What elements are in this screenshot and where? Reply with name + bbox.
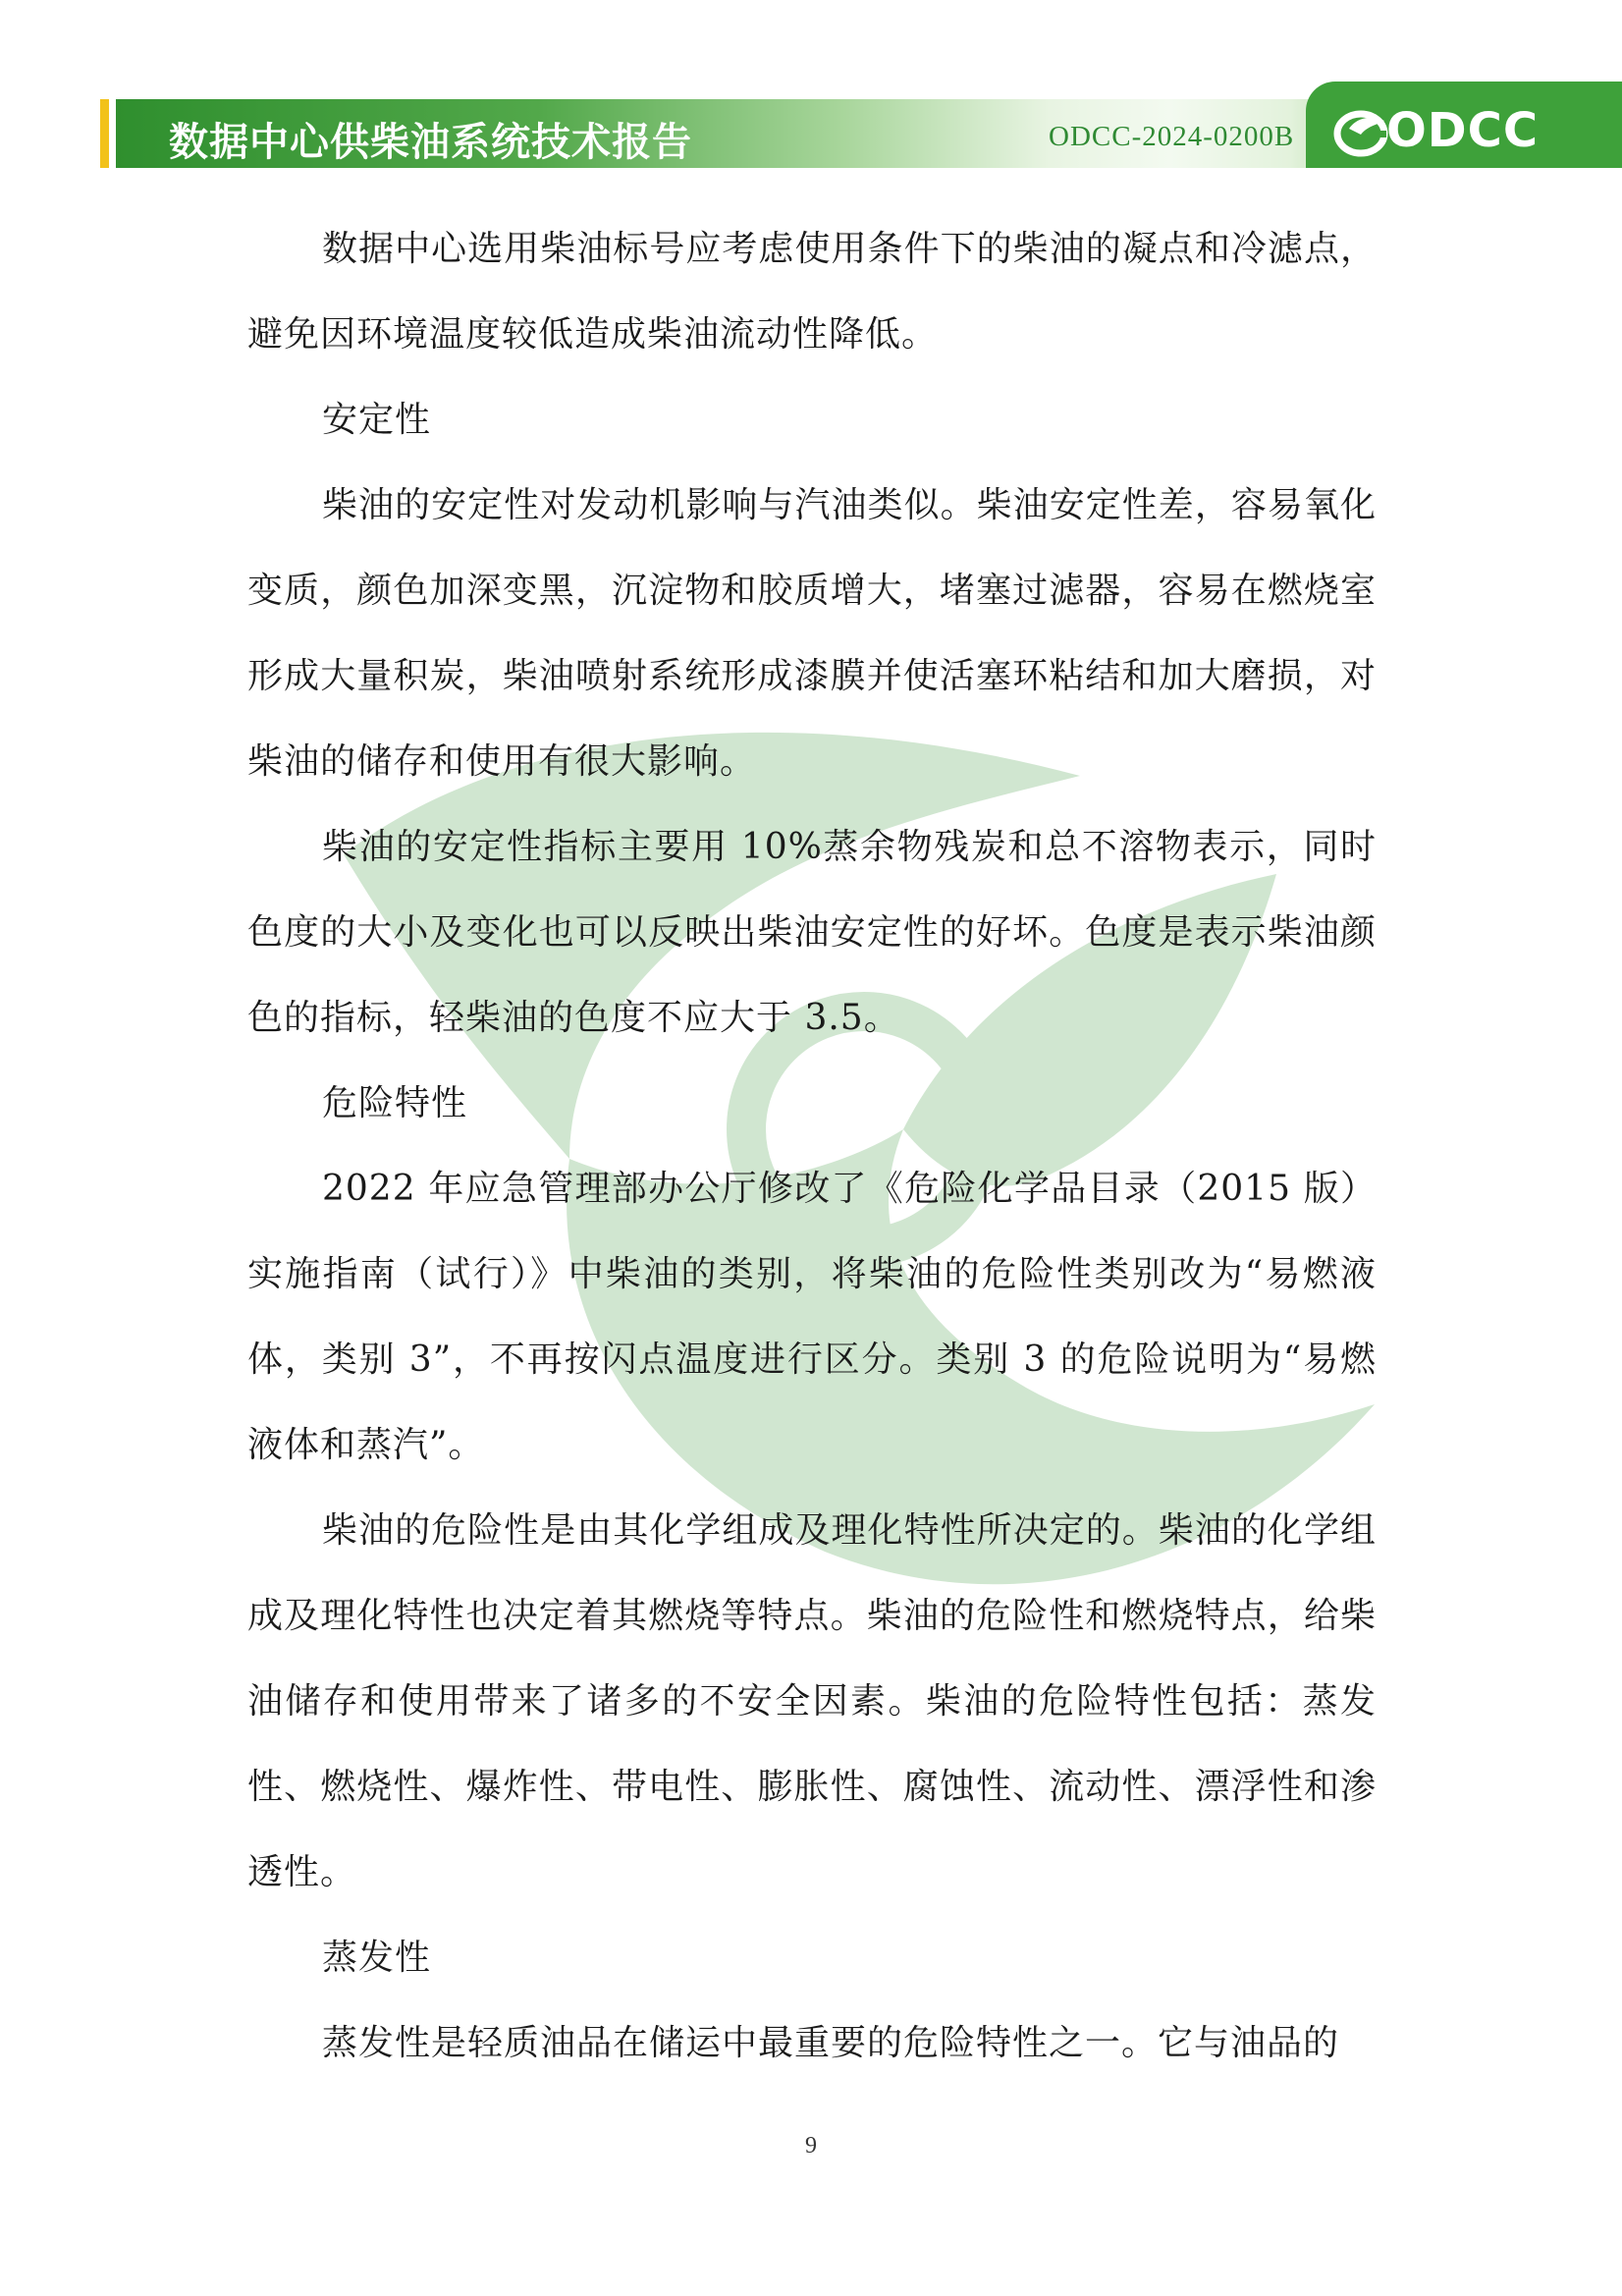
paragraph: 蒸发性是轻质油品在储运中最重要的危险特性之一。它与油品的 [322, 2023, 1340, 2063]
paragraph: 数据中心选用柴油标号应考虑使用条件下的柴油的凝点和冷滤点，避免因环境温度较低造成柴油流动性降低。 [247, 229, 1377, 355]
page-number: 9 [805, 2133, 817, 2159]
paragraph: 2022 年应急管理部办公厅修改了《危险化学品目录（2015 版）实施指南（试行）》中柴油的类别，将柴油的危险性类别改为“易燃液体，类别 3”，不再按闪点温度进行区分。类别 3 的危险说明为“易燃液体和蒸汽”。 [247, 1169, 1377, 1465]
document-title: 数据中心供柴油系统技术报告 [169, 120, 692, 165]
header-accent-bar [100, 99, 109, 168]
section-heading: 安定性 [322, 400, 432, 440]
section-heading: 蒸发性 [322, 1938, 432, 1978]
paragraph: 柴油的危险性是由其化学组成及理化特性所决定的。柴油的化学组成及理化特性也决定着其燃烧等特点。柴油的危险性和燃烧特点，给柴油储存和使用带来了诸多的不安全因素。柴油的危险特性包括：蒸发性、燃烧性、爆炸性、带电性、膨胀性、腐蚀性、流动性、漂浮性和渗透性。 [247, 1510, 1377, 1892]
document-body [247, 206, 1377, 2086]
section-heading: 危险特性 [322, 1083, 468, 1123]
paragraph: 柴油的安定性对发动机影响与汽油类似。柴油安定性差，容易氧化变质，颜色加深变黑，沉淀物和胶质增大，堵塞过滤器，容易在燃烧室形成大量积炭，柴油喷射系统形成漆膜并使活塞环粘结和加大磨损，对柴油的储存和使用有很大影响。 [247, 485, 1377, 782]
page-header [100, 99, 1622, 168]
document-code: ODCC-2024-0200B [1049, 121, 1295, 152]
paragraph: 柴油的安定性指标主要用 10%蒸余物残炭和总不溶物表示，同时色度的大小及变化也可以反映出柴油安定性的好坏。色度是表示柴油颜色的指标，轻柴油的色度不应大于 3.5。 [247, 827, 1377, 1038]
odcc-logo-text: ODCC [1386, 103, 1540, 158]
odcc-logo-mark-icon [1333, 107, 1392, 158]
